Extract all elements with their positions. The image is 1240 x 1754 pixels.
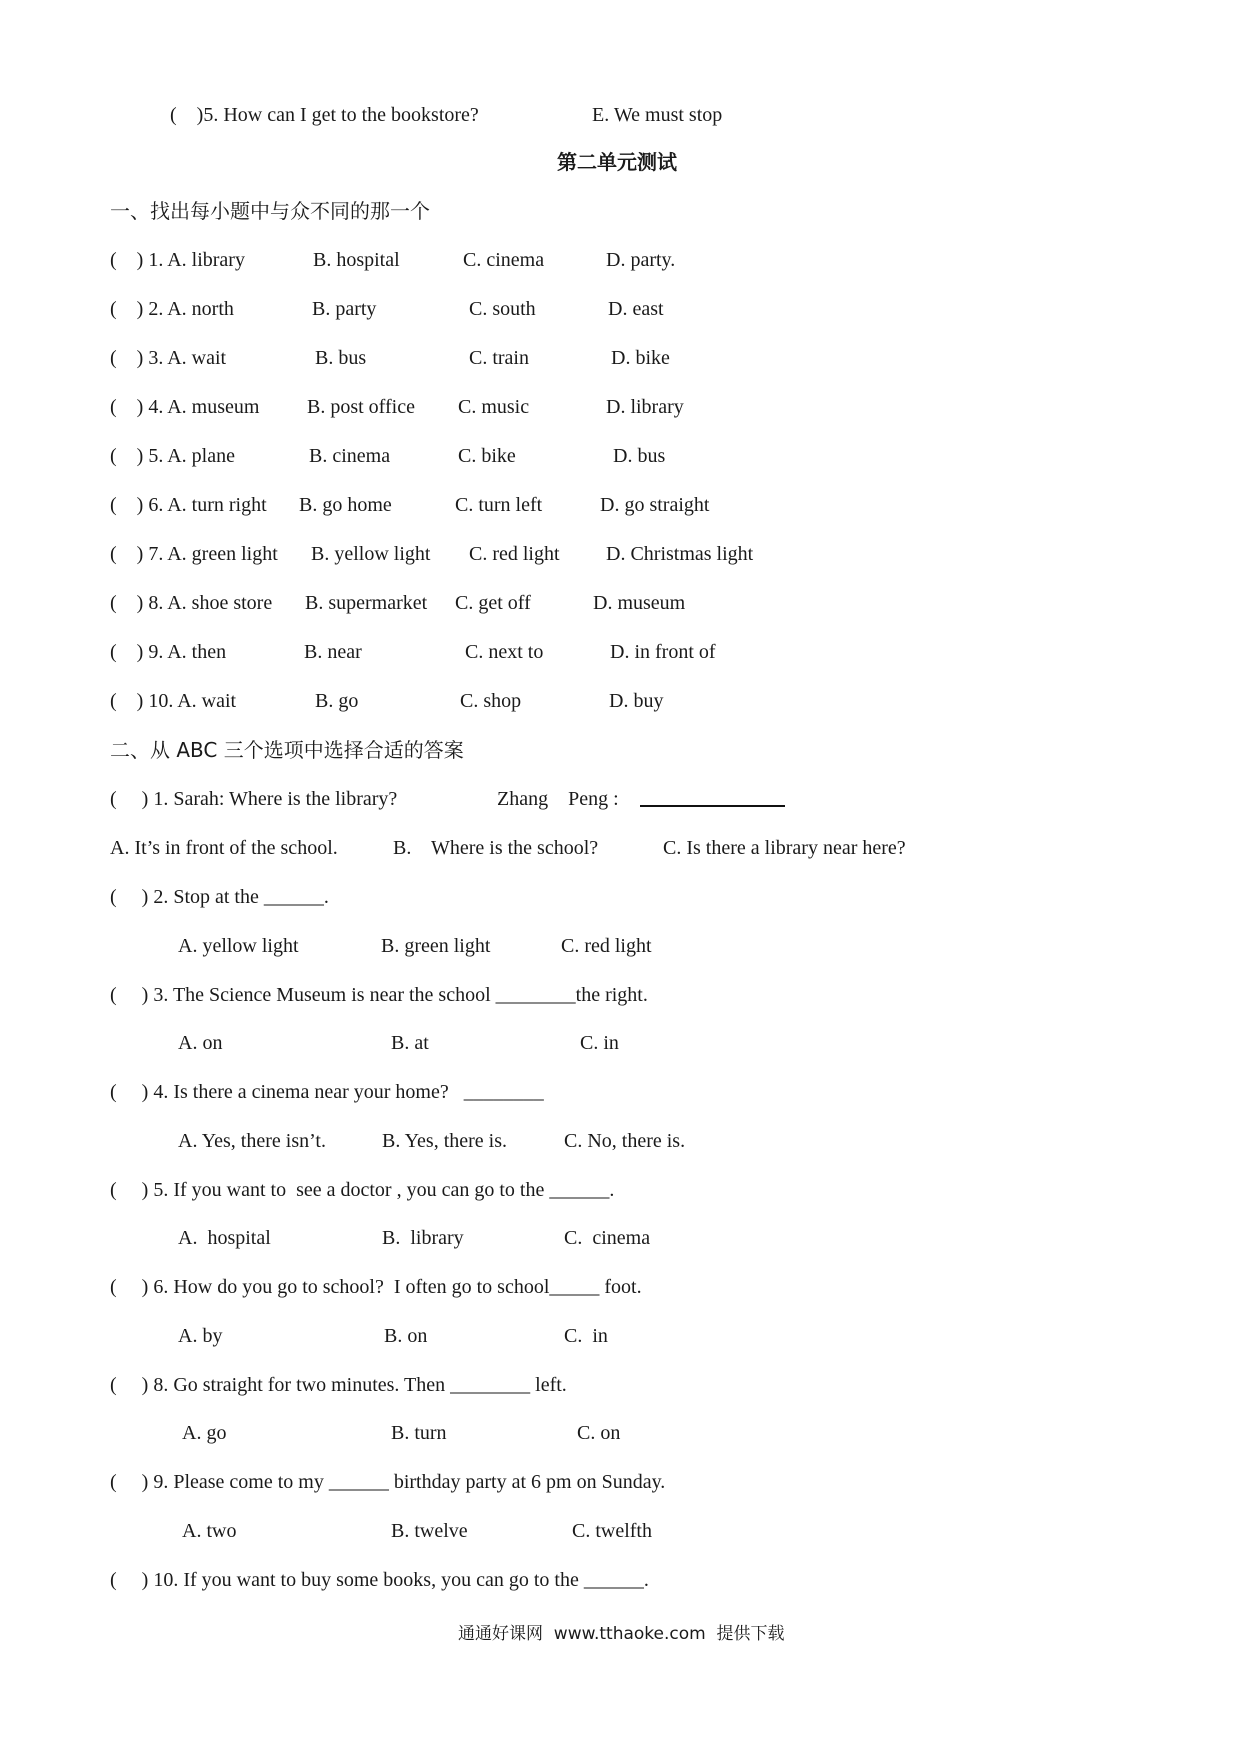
q9-option-c: C. twelfth — [572, 1520, 652, 1542]
s1-item-6-option-a: ( ) 6. A. turn right — [110, 494, 267, 516]
s1-item-1-option-d: D. party. — [606, 249, 676, 271]
q1-option-a: A. It’s in front of the school. — [110, 837, 338, 859]
s1-item-4-option-d: D. library — [606, 396, 684, 418]
q5-option-a: A. hospital — [178, 1227, 271, 1249]
s1-item-10-option-d: D. buy — [609, 690, 664, 712]
s1-item-3-option-d: D. bike — [611, 347, 670, 369]
s1-item-1-option-a: ( ) 1. A. library — [110, 249, 245, 271]
q1-speaker: Zhang Peng : — [497, 788, 619, 810]
q9-option-b: B. twelve — [391, 1520, 468, 1542]
s1-item-10-option-b: B. go — [315, 690, 359, 712]
s1-item-6-option-d: D. go straight — [600, 494, 710, 516]
q3-option-a: A. on — [178, 1032, 223, 1054]
s1-item-4-option-b: B. post office — [307, 396, 415, 418]
q4-question: ( ) 4. Is there a cinema near your home? ________ — [110, 1081, 544, 1103]
s1-item-7-option-b: B. yellow light — [311, 543, 431, 565]
s1-item-6-option-b: B. go home — [299, 494, 392, 516]
q10-question: ( ) 10. If you want to buy some books, you can go to the ______. — [110, 1569, 649, 1591]
s1-item-6-option-c: C. turn left — [455, 494, 543, 516]
s1-item-7-option-a: ( ) 7. A. green light — [110, 543, 278, 565]
s1-item-1-option-b: B. hospital — [313, 249, 400, 271]
s1-item-8-option-a: ( ) 8. A. shoe store — [110, 592, 273, 614]
s1-item-9-option-a: ( ) 9. A. then — [110, 641, 227, 663]
q2-option-b: B. green light — [381, 935, 491, 957]
s1-item-9-option-c: C. next to — [465, 641, 544, 663]
q6-option-b: B. on — [384, 1325, 428, 1347]
s1-item-5-option-a: ( ) 5. A. plane — [110, 445, 235, 467]
carryover-question: ( )5. How can I get to the bookstore? — [170, 104, 479, 126]
q6-question: ( ) 6. How do you go to school? I often go to school_____ foot. — [110, 1276, 642, 1298]
q2-option-c: C. red light — [561, 935, 652, 957]
q5-question: ( ) 5. If you want to see a doctor , you can go to the ______. — [110, 1179, 615, 1201]
q3-option-b: B. at — [391, 1032, 429, 1054]
section2-heading: 二、从 ABC 三个选项中选择合适的答案 — [110, 738, 464, 762]
q5-option-c: C. cinema — [564, 1227, 651, 1249]
q1-option-b: B. Where is the school? — [393, 837, 599, 859]
q4-option-a: A. Yes, there isn’t. — [178, 1130, 326, 1152]
q1-answer-blank — [640, 787, 785, 813]
q8-option-c: C. on — [577, 1422, 621, 1444]
section1-heading: 一、找出每小题中与众不同的那一个 — [110, 199, 430, 223]
q2-option-a: A. yellow light — [178, 935, 299, 957]
s1-item-4-option-c: C. music — [458, 396, 530, 418]
q8-question: ( ) 8. Go straight for two minutes. Then ________ left. — [110, 1374, 567, 1396]
s1-item-9-option-b: B. near — [304, 641, 362, 663]
s1-item-8-option-d: D. museum — [593, 592, 686, 614]
s1-item-8-option-c: C. get off — [455, 592, 531, 614]
s1-item-5-option-d: D. bus — [613, 445, 666, 467]
q4-option-b: B. Yes, there is. — [382, 1130, 508, 1152]
s1-item-2-option-b: B. party — [312, 298, 377, 320]
q3-option-c: C. in — [580, 1032, 619, 1054]
q9-question: ( ) 9. Please come to my ______ birthday party at 6 pm on Sunday. — [110, 1471, 666, 1493]
s1-item-1-option-c: C. cinema — [463, 249, 545, 271]
s1-item-7-option-c: C. red light — [469, 543, 560, 565]
carryover-answer: E. We must stop — [592, 104, 723, 126]
q6-option-a: A. by — [178, 1325, 223, 1347]
s1-item-7-option-d: D. Christmas light — [606, 543, 754, 565]
s1-item-5-option-b: B. cinema — [309, 445, 391, 467]
q4-option-c: C. No, there is. — [564, 1130, 686, 1152]
q9-option-a: A. two — [182, 1520, 237, 1542]
s1-item-2-option-d: D. east — [608, 298, 664, 320]
s1-item-3-option-b: B. bus — [315, 347, 367, 369]
s1-item-3-option-a: ( ) 3. A. wait — [110, 347, 227, 369]
q6-option-c: C. in — [564, 1325, 608, 1347]
s1-item-4-option-a: ( ) 4. A. museum — [110, 396, 260, 418]
s1-item-10-option-a: ( ) 10. A. wait — [110, 690, 237, 712]
page-footer: 通通好课网 www.tthaoke.com 提供下载 — [458, 1624, 785, 1644]
q5-option-b: B. library — [382, 1227, 464, 1249]
s1-item-10-option-c: C. shop — [460, 690, 522, 712]
q2-question: ( ) 2. Stop at the ______. — [110, 886, 329, 908]
q1-option-c: C. Is there a library near here? — [663, 837, 906, 859]
page-title: 第二单元测试 — [557, 150, 677, 174]
s1-item-8-option-b: B. supermarket — [305, 592, 428, 614]
q8-option-b: B. turn — [391, 1422, 447, 1444]
s1-item-5-option-c: C. bike — [458, 445, 516, 467]
q8-option-a: A. go — [182, 1422, 227, 1444]
s1-item-2-option-a: ( ) 2. A. north — [110, 298, 234, 320]
q3-question: ( ) 3. The Science Museum is near the school ________the right. — [110, 984, 648, 1006]
s1-item-2-option-c: C. south — [469, 298, 536, 320]
q1-question: ( ) 1. Sarah: Where is the library? — [110, 788, 398, 810]
s1-item-9-option-d: D. in front of — [610, 641, 716, 663]
s1-item-3-option-c: C. train — [469, 347, 529, 369]
